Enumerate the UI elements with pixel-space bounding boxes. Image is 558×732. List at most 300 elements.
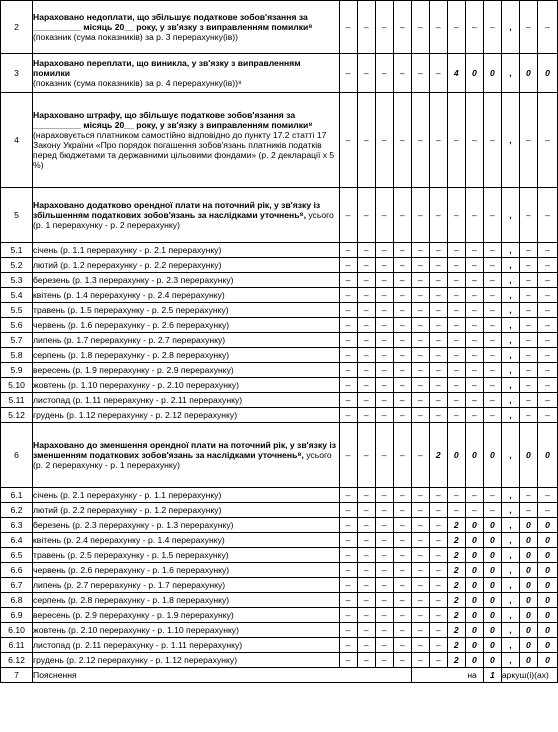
sheets-count[interactable]: 1 <box>483 668 501 683</box>
amount-digit-cell[interactable]: – <box>411 258 429 273</box>
amount-digit-cell[interactable]: – <box>465 288 483 303</box>
amount-digit-cell[interactable]: – <box>429 593 447 608</box>
amount-digit-cell[interactable]: – <box>411 378 429 393</box>
amount-digit-cell[interactable]: – <box>393 54 411 93</box>
amount-digit-cell[interactable]: – <box>465 258 483 273</box>
amount-digit-cell[interactable]: – <box>411 393 429 408</box>
amount-digit-cell[interactable]: – <box>393 288 411 303</box>
amount-digit-cell[interactable]: – <box>447 258 465 273</box>
amount-digit-cell[interactable]: – <box>339 653 357 668</box>
amount-digit-cell[interactable]: 0 <box>483 593 501 608</box>
amount-digit-cell[interactable]: 4 <box>447 54 465 93</box>
amount-digit-cell[interactable]: – <box>465 378 483 393</box>
amount-digit-cell[interactable]: – <box>429 638 447 653</box>
amount-digit-cell[interactable]: – <box>447 408 465 423</box>
amount-digit-cell[interactable]: 0 <box>519 533 537 548</box>
amount-digit-cell[interactable]: – <box>465 503 483 518</box>
amount-digit-cell[interactable]: – <box>447 378 465 393</box>
amount-digit-cell[interactable]: – <box>519 273 537 288</box>
amount-digit-cell[interactable]: – <box>447 188 465 243</box>
amount-digit-cell[interactable]: – <box>465 333 483 348</box>
amount-digit-cell[interactable]: – <box>393 333 411 348</box>
amount-digit-cell[interactable]: – <box>357 348 375 363</box>
amount-digit-cell[interactable]: – <box>357 288 375 303</box>
amount-digit-cell[interactable]: – <box>411 273 429 288</box>
amount-digit-cell[interactable]: – <box>339 54 357 93</box>
amount-digit-cell[interactable]: – <box>465 93 483 188</box>
amount-digit-cell[interactable]: – <box>411 563 429 578</box>
amount-digit-cell[interactable]: – <box>429 393 447 408</box>
amount-digit-cell[interactable]: – <box>537 243 557 258</box>
amount-digit-cell[interactable]: – <box>411 533 429 548</box>
amount-digit-cell[interactable]: – <box>465 393 483 408</box>
amount-digit-cell[interactable]: – <box>537 273 557 288</box>
amount-digit-cell[interactable]: – <box>375 93 393 188</box>
amount-digit-cell[interactable]: – <box>483 273 501 288</box>
amount-digit-cell[interactable]: – <box>393 518 411 533</box>
amount-digit-cell[interactable]: – <box>519 288 537 303</box>
amount-digit-cell[interactable]: – <box>393 393 411 408</box>
amount-digit-cell[interactable]: – <box>393 348 411 363</box>
amount-digit-cell[interactable]: – <box>447 273 465 288</box>
amount-digit-cell[interactable]: – <box>375 243 393 258</box>
amount-digit-cell[interactable]: – <box>537 378 557 393</box>
amount-digit-cell[interactable]: – <box>483 488 501 503</box>
amount-digit-cell[interactable]: 0 <box>483 623 501 638</box>
amount-digit-cell[interactable]: 0 <box>483 548 501 563</box>
amount-digit-cell[interactable]: – <box>411 303 429 318</box>
amount-digit-cell[interactable]: – <box>483 188 501 243</box>
amount-digit-cell[interactable]: 0 <box>519 593 537 608</box>
amount-digit-cell[interactable]: – <box>339 638 357 653</box>
amount-digit-cell[interactable]: 2 <box>447 653 465 668</box>
amount-digit-cell[interactable]: – <box>375 518 393 533</box>
amount-digit-cell[interactable]: 0 <box>465 563 483 578</box>
amount-digit-cell[interactable]: – <box>375 623 393 638</box>
amount-digit-cell[interactable]: – <box>537 333 557 348</box>
amount-digit-cell[interactable]: – <box>411 503 429 518</box>
amount-digit-cell[interactable]: 0 <box>465 518 483 533</box>
amount-digit-cell[interactable]: – <box>339 423 357 488</box>
amount-digit-cell[interactable]: – <box>447 318 465 333</box>
amount-digit-cell[interactable]: – <box>519 93 537 188</box>
amount-digit-cell[interactable]: 2 <box>429 423 447 488</box>
amount-digit-cell[interactable]: 0 <box>465 608 483 623</box>
amount-digit-cell[interactable]: 2 <box>447 593 465 608</box>
amount-digit-cell[interactable]: – <box>519 363 537 378</box>
amount-digit-cell[interactable]: 0 <box>537 608 557 623</box>
amount-digit-cell[interactable]: – <box>393 638 411 653</box>
amount-digit-cell[interactable]: – <box>519 378 537 393</box>
amount-digit-cell[interactable]: 0 <box>483 638 501 653</box>
amount-digit-cell[interactable]: – <box>429 93 447 188</box>
amount-digit-cell[interactable]: – <box>465 273 483 288</box>
amount-digit-cell[interactable]: – <box>429 408 447 423</box>
amount-digit-cell[interactable]: – <box>483 303 501 318</box>
amount-digit-cell[interactable]: – <box>447 1 465 54</box>
amount-digit-cell[interactable]: – <box>357 378 375 393</box>
amount-digit-cell[interactable]: – <box>375 1 393 54</box>
amount-digit-cell[interactable]: – <box>375 333 393 348</box>
amount-digit-cell[interactable]: – <box>393 488 411 503</box>
amount-digit-cell[interactable]: – <box>393 423 411 488</box>
amount-digit-cell[interactable]: – <box>537 318 557 333</box>
amount-digit-cell[interactable]: – <box>339 318 357 333</box>
amount-digit-cell[interactable]: – <box>375 423 393 488</box>
amount-digit-cell[interactable]: – <box>429 348 447 363</box>
amount-digit-cell[interactable]: – <box>537 503 557 518</box>
amount-digit-cell[interactable]: – <box>393 188 411 243</box>
amount-digit-cell[interactable]: – <box>357 623 375 638</box>
amount-digit-cell[interactable]: – <box>339 393 357 408</box>
amount-digit-cell[interactable]: – <box>375 533 393 548</box>
amount-digit-cell[interactable]: – <box>375 548 393 563</box>
amount-digit-cell[interactable]: – <box>483 93 501 188</box>
amount-digit-cell[interactable]: – <box>429 243 447 258</box>
amount-digit-cell[interactable]: – <box>411 593 429 608</box>
amount-digit-cell[interactable]: – <box>411 318 429 333</box>
amount-digit-cell[interactable]: 0 <box>537 593 557 608</box>
amount-digit-cell[interactable]: – <box>519 318 537 333</box>
amount-digit-cell[interactable]: 2 <box>447 578 465 593</box>
amount-digit-cell[interactable]: – <box>411 408 429 423</box>
amount-digit-cell[interactable]: – <box>429 273 447 288</box>
amount-digit-cell[interactable]: – <box>375 563 393 578</box>
amount-digit-cell[interactable]: 0 <box>537 653 557 668</box>
amount-digit-cell[interactable]: 0 <box>465 548 483 563</box>
amount-digit-cell[interactable]: – <box>447 348 465 363</box>
amount-digit-cell[interactable]: – <box>429 623 447 638</box>
amount-digit-cell[interactable]: – <box>375 303 393 318</box>
amount-digit-cell[interactable]: – <box>357 393 375 408</box>
amount-digit-cell[interactable]: – <box>393 548 411 563</box>
amount-digit-cell[interactable]: 2 <box>447 548 465 563</box>
amount-digit-cell[interactable]: – <box>339 188 357 243</box>
amount-digit-cell[interactable]: – <box>411 1 429 54</box>
amount-digit-cell[interactable]: 0 <box>483 563 501 578</box>
amount-digit-cell[interactable]: 0 <box>483 653 501 668</box>
amount-digit-cell[interactable]: – <box>339 93 357 188</box>
amount-digit-cell[interactable]: 0 <box>483 423 501 488</box>
amount-digit-cell[interactable]: – <box>411 423 429 488</box>
amount-digit-cell[interactable]: – <box>393 593 411 608</box>
amount-digit-cell[interactable]: – <box>357 488 375 503</box>
amount-digit-cell[interactable]: – <box>375 318 393 333</box>
amount-digit-cell[interactable]: – <box>393 273 411 288</box>
amount-digit-cell[interactable]: – <box>537 1 557 54</box>
amount-digit-cell[interactable]: – <box>447 303 465 318</box>
amount-digit-cell[interactable]: – <box>393 653 411 668</box>
amount-digit-cell[interactable]: – <box>483 393 501 408</box>
amount-digit-cell[interactable]: 2 <box>447 533 465 548</box>
amount-digit-cell[interactable]: – <box>375 653 393 668</box>
amount-digit-cell[interactable]: – <box>357 54 375 93</box>
amount-digit-cell[interactable]: – <box>393 318 411 333</box>
amount-digit-cell[interactable]: – <box>537 488 557 503</box>
amount-digit-cell[interactable]: – <box>339 408 357 423</box>
amount-digit-cell[interactable]: – <box>429 608 447 623</box>
amount-digit-cell[interactable]: 0 <box>483 608 501 623</box>
amount-digit-cell[interactable]: – <box>447 288 465 303</box>
amount-digit-cell[interactable]: – <box>393 1 411 54</box>
amount-digit-cell[interactable]: 0 <box>537 638 557 653</box>
amount-digit-cell[interactable]: – <box>429 563 447 578</box>
amount-digit-cell[interactable]: – <box>429 653 447 668</box>
amount-digit-cell[interactable]: – <box>411 363 429 378</box>
amount-digit-cell[interactable]: – <box>339 363 357 378</box>
amount-digit-cell[interactable]: – <box>429 54 447 93</box>
amount-digit-cell[interactable]: 0 <box>465 578 483 593</box>
amount-digit-cell[interactable]: – <box>375 393 393 408</box>
amount-digit-cell[interactable]: 0 <box>483 518 501 533</box>
amount-digit-cell[interactable]: – <box>357 1 375 54</box>
amount-digit-cell[interactable]: – <box>339 623 357 638</box>
amount-digit-cell[interactable]: – <box>519 393 537 408</box>
amount-digit-cell[interactable]: – <box>339 503 357 518</box>
amount-digit-cell[interactable]: – <box>357 548 375 563</box>
amount-digit-cell[interactable]: – <box>393 623 411 638</box>
amount-digit-cell[interactable]: 0 <box>483 54 501 93</box>
amount-digit-cell[interactable]: – <box>429 533 447 548</box>
amount-digit-cell[interactable]: – <box>429 303 447 318</box>
amount-digit-cell[interactable]: – <box>357 533 375 548</box>
amount-digit-cell[interactable]: – <box>483 258 501 273</box>
amount-digit-cell[interactable]: – <box>483 1 501 54</box>
amount-digit-cell[interactable]: – <box>357 578 375 593</box>
amount-digit-cell[interactable]: 0 <box>519 423 537 488</box>
amount-digit-cell[interactable]: – <box>483 408 501 423</box>
amount-digit-cell[interactable]: – <box>339 333 357 348</box>
amount-digit-cell[interactable]: – <box>411 653 429 668</box>
amount-digit-cell[interactable]: – <box>339 593 357 608</box>
amount-digit-cell[interactable]: – <box>465 188 483 243</box>
amount-digit-cell[interactable]: – <box>339 348 357 363</box>
amount-digit-cell[interactable]: 0 <box>447 423 465 488</box>
amount-digit-cell[interactable]: 0 <box>465 623 483 638</box>
amount-digit-cell[interactable]: – <box>411 548 429 563</box>
amount-digit-cell[interactable]: – <box>339 578 357 593</box>
amount-digit-cell[interactable]: – <box>357 93 375 188</box>
amount-digit-cell[interactable]: – <box>339 533 357 548</box>
amount-digit-cell[interactable]: – <box>429 363 447 378</box>
amount-digit-cell[interactable]: – <box>447 503 465 518</box>
amount-digit-cell[interactable]: – <box>357 608 375 623</box>
amount-digit-cell[interactable]: 0 <box>465 423 483 488</box>
amount-digit-cell[interactable]: – <box>519 1 537 54</box>
amount-digit-cell[interactable]: 0 <box>465 653 483 668</box>
amount-digit-cell[interactable]: 0 <box>537 548 557 563</box>
amount-digit-cell[interactable]: – <box>357 243 375 258</box>
amount-digit-cell[interactable]: – <box>429 188 447 243</box>
amount-digit-cell[interactable]: – <box>447 363 465 378</box>
amount-digit-cell[interactable]: – <box>339 303 357 318</box>
amount-digit-cell[interactable]: – <box>411 93 429 188</box>
amount-digit-cell[interactable]: 0 <box>465 533 483 548</box>
amount-digit-cell[interactable]: – <box>375 638 393 653</box>
amount-digit-cell[interactable]: 2 <box>447 518 465 533</box>
amount-digit-cell[interactable]: – <box>429 318 447 333</box>
amount-digit-cell[interactable]: – <box>411 623 429 638</box>
amount-digit-cell[interactable]: 0 <box>519 638 537 653</box>
amount-digit-cell[interactable]: – <box>375 488 393 503</box>
amount-digit-cell[interactable]: – <box>411 288 429 303</box>
amount-digit-cell[interactable]: – <box>339 488 357 503</box>
amount-digit-cell[interactable]: – <box>429 258 447 273</box>
amount-digit-cell[interactable]: – <box>537 188 557 243</box>
amount-digit-cell[interactable]: – <box>537 408 557 423</box>
amount-digit-cell[interactable]: – <box>429 288 447 303</box>
amount-digit-cell[interactable]: – <box>339 563 357 578</box>
amount-digit-cell[interactable]: – <box>357 363 375 378</box>
amount-digit-cell[interactable]: – <box>411 333 429 348</box>
amount-digit-cell[interactable]: – <box>339 518 357 533</box>
amount-digit-cell[interactable]: – <box>357 303 375 318</box>
amount-digit-cell[interactable]: – <box>519 503 537 518</box>
amount-digit-cell[interactable]: – <box>393 608 411 623</box>
amount-digit-cell[interactable]: – <box>411 188 429 243</box>
amount-digit-cell[interactable]: – <box>411 638 429 653</box>
amount-digit-cell[interactable]: 0 <box>465 54 483 93</box>
amount-digit-cell[interactable]: – <box>393 503 411 518</box>
amount-digit-cell[interactable]: 0 <box>537 533 557 548</box>
amount-digit-cell[interactable]: – <box>447 488 465 503</box>
amount-digit-cell[interactable]: – <box>375 408 393 423</box>
amount-digit-cell[interactable]: – <box>375 288 393 303</box>
amount-digit-cell[interactable]: – <box>393 363 411 378</box>
amount-digit-cell[interactable]: – <box>465 408 483 423</box>
amount-digit-cell[interactable]: – <box>483 363 501 378</box>
amount-digit-cell[interactable]: – <box>429 333 447 348</box>
amount-digit-cell[interactable]: – <box>429 548 447 563</box>
amount-digit-cell[interactable]: – <box>483 243 501 258</box>
amount-digit-cell[interactable]: – <box>465 348 483 363</box>
amount-digit-cell[interactable]: – <box>483 318 501 333</box>
amount-digit-cell[interactable]: – <box>465 303 483 318</box>
amount-digit-cell[interactable]: – <box>429 518 447 533</box>
amount-digit-cell[interactable]: – <box>465 363 483 378</box>
amount-digit-cell[interactable]: – <box>393 408 411 423</box>
amount-digit-cell[interactable]: – <box>375 578 393 593</box>
amount-digit-cell[interactable]: 0 <box>519 623 537 638</box>
amount-digit-cell[interactable]: – <box>357 593 375 608</box>
amount-digit-cell[interactable]: – <box>519 488 537 503</box>
amount-digit-cell[interactable]: – <box>483 378 501 393</box>
amount-digit-cell[interactable]: 0 <box>519 653 537 668</box>
amount-digit-cell[interactable]: 0 <box>537 54 557 93</box>
amount-digit-cell[interactable]: – <box>357 423 375 488</box>
amount-digit-cell[interactable]: – <box>537 393 557 408</box>
amount-digit-cell[interactable]: – <box>375 188 393 243</box>
amount-digit-cell[interactable]: – <box>447 93 465 188</box>
amount-digit-cell[interactable]: – <box>357 503 375 518</box>
amount-digit-cell[interactable]: – <box>465 1 483 54</box>
amount-digit-cell[interactable]: 2 <box>447 563 465 578</box>
amount-digit-cell[interactable]: – <box>339 273 357 288</box>
amount-digit-cell[interactable]: – <box>519 303 537 318</box>
amount-digit-cell[interactable]: – <box>357 318 375 333</box>
amount-digit-cell[interactable]: – <box>519 348 537 363</box>
amount-digit-cell[interactable]: – <box>483 333 501 348</box>
amount-digit-cell[interactable]: – <box>429 503 447 518</box>
amount-digit-cell[interactable]: 2 <box>447 623 465 638</box>
amount-digit-cell[interactable]: – <box>537 288 557 303</box>
amount-digit-cell[interactable]: – <box>339 288 357 303</box>
amount-digit-cell[interactable]: – <box>519 333 537 348</box>
amount-digit-cell[interactable]: – <box>465 318 483 333</box>
amount-digit-cell[interactable]: – <box>339 608 357 623</box>
amount-digit-cell[interactable]: – <box>339 243 357 258</box>
amount-digit-cell[interactable]: – <box>483 503 501 518</box>
amount-digit-cell[interactable]: – <box>375 363 393 378</box>
amount-digit-cell[interactable]: – <box>393 578 411 593</box>
amount-digit-cell[interactable]: 0 <box>537 578 557 593</box>
amount-digit-cell[interactable]: – <box>411 54 429 93</box>
amount-digit-cell[interactable]: – <box>375 503 393 518</box>
amount-digit-cell[interactable]: – <box>357 333 375 348</box>
amount-digit-cell[interactable]: – <box>519 408 537 423</box>
amount-digit-cell[interactable]: – <box>411 348 429 363</box>
amount-digit-cell[interactable]: – <box>375 348 393 363</box>
amount-digit-cell[interactable]: – <box>393 243 411 258</box>
amount-digit-cell[interactable]: 2 <box>447 638 465 653</box>
amount-digit-cell[interactable]: – <box>537 93 557 188</box>
amount-digit-cell[interactable]: – <box>393 563 411 578</box>
amount-digit-cell[interactable]: 0 <box>537 423 557 488</box>
amount-digit-cell[interactable]: 0 <box>519 548 537 563</box>
amount-digit-cell[interactable]: 0 <box>519 518 537 533</box>
amount-digit-cell[interactable]: – <box>483 348 501 363</box>
amount-digit-cell[interactable]: – <box>465 488 483 503</box>
amount-digit-cell[interactable]: – <box>339 548 357 563</box>
amount-digit-cell[interactable]: 2 <box>447 608 465 623</box>
amount-digit-cell[interactable]: – <box>393 303 411 318</box>
amount-digit-cell[interactable]: – <box>375 54 393 93</box>
amount-digit-cell[interactable]: – <box>357 638 375 653</box>
amount-digit-cell[interactable]: – <box>357 408 375 423</box>
amount-digit-cell[interactable]: – <box>357 563 375 578</box>
amount-digit-cell[interactable]: 0 <box>465 638 483 653</box>
amount-digit-cell[interactable]: – <box>411 243 429 258</box>
amount-digit-cell[interactable]: 0 <box>519 608 537 623</box>
amount-digit-cell[interactable]: – <box>393 258 411 273</box>
amount-digit-cell[interactable]: – <box>411 578 429 593</box>
amount-digit-cell[interactable]: 0 <box>483 533 501 548</box>
amount-digit-cell[interactable]: – <box>375 593 393 608</box>
amount-digit-cell[interactable]: – <box>393 533 411 548</box>
amount-digit-cell[interactable]: – <box>429 378 447 393</box>
amount-digit-cell[interactable]: 0 <box>537 623 557 638</box>
amount-digit-cell[interactable]: – <box>519 188 537 243</box>
amount-digit-cell[interactable]: – <box>339 378 357 393</box>
amount-digit-cell[interactable]: – <box>537 363 557 378</box>
amount-digit-cell[interactable]: – <box>447 243 465 258</box>
amount-digit-cell[interactable]: 0 <box>483 578 501 593</box>
amount-digit-cell[interactable]: – <box>411 608 429 623</box>
amount-digit-cell[interactable]: – <box>519 243 537 258</box>
amount-digit-cell[interactable]: 0 <box>537 563 557 578</box>
amount-digit-cell[interactable]: – <box>357 273 375 288</box>
amount-digit-cell[interactable]: – <box>429 578 447 593</box>
amount-digit-cell[interactable]: – <box>357 188 375 243</box>
amount-digit-cell[interactable]: – <box>393 93 411 188</box>
amount-digit-cell[interactable]: – <box>357 653 375 668</box>
amount-digit-cell[interactable]: – <box>447 333 465 348</box>
amount-digit-cell[interactable]: – <box>339 258 357 273</box>
amount-digit-cell[interactable]: – <box>429 488 447 503</box>
amount-digit-cell[interactable]: – <box>519 258 537 273</box>
amount-digit-cell[interactable]: – <box>357 518 375 533</box>
amount-digit-cell[interactable]: – <box>411 488 429 503</box>
